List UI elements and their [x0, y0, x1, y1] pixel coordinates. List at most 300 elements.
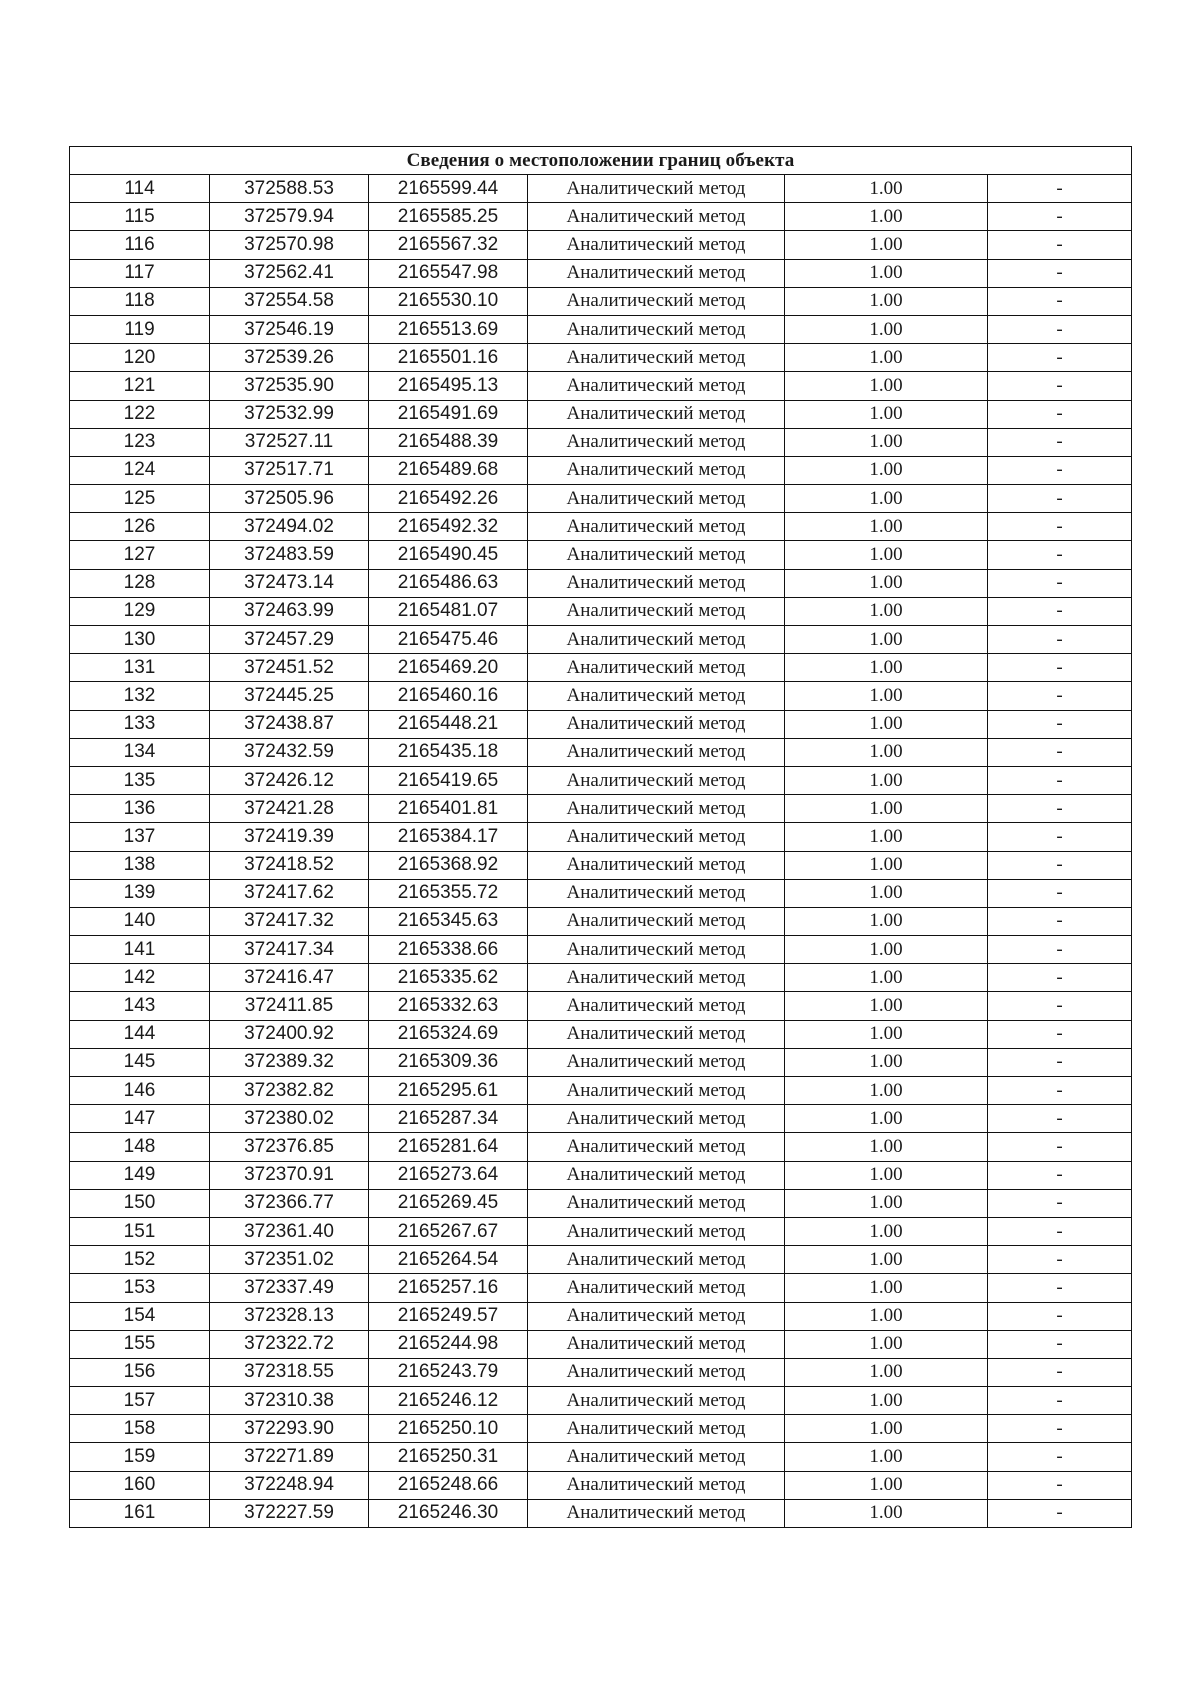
note-cell: -	[988, 795, 1132, 823]
note-cell: -	[988, 372, 1132, 400]
point-number-cell: 156	[70, 1358, 210, 1386]
accuracy-cell: 1.00	[785, 795, 988, 823]
accuracy-cell: 1.00	[785, 400, 988, 428]
method-cell: Аналитический метод	[528, 513, 785, 541]
method-cell: Аналитический метод	[528, 823, 785, 851]
table-row	[70, 541, 1132, 569]
table-row	[70, 231, 1132, 259]
y-coordinate-cell: 2165475.46	[369, 626, 528, 654]
table-row	[70, 344, 1132, 372]
note-cell: -	[988, 344, 1132, 372]
accuracy-cell: 1.00	[785, 231, 988, 259]
accuracy-cell: 1.00	[785, 682, 988, 710]
point-number-cell: 150	[70, 1189, 210, 1217]
point-number-cell: 136	[70, 795, 210, 823]
point-number-cell: 148	[70, 1133, 210, 1161]
point-number-cell: 158	[70, 1415, 210, 1443]
method-cell: Аналитический метод	[528, 541, 785, 569]
y-coordinate-cell: 2165281.64	[369, 1133, 528, 1161]
note-cell: -	[988, 710, 1132, 738]
note-cell: -	[988, 851, 1132, 879]
method-cell: Аналитический метод	[528, 1217, 785, 1245]
accuracy-cell: 1.00	[785, 879, 988, 907]
table-row	[70, 1330, 1132, 1358]
method-cell: Аналитический метод	[528, 879, 785, 907]
table-row	[70, 1387, 1132, 1415]
table-row	[70, 1443, 1132, 1471]
x-coordinate-cell: 372473.14	[210, 569, 369, 597]
y-coordinate-cell: 2165267.67	[369, 1217, 528, 1245]
y-coordinate-cell: 2165250.10	[369, 1415, 528, 1443]
note-cell: -	[988, 1499, 1132, 1527]
accuracy-cell: 1.00	[785, 1358, 988, 1386]
point-number-cell: 157	[70, 1387, 210, 1415]
note-cell: -	[988, 1189, 1132, 1217]
y-coordinate-cell: 2165355.72	[369, 879, 528, 907]
point-number-cell: 120	[70, 344, 210, 372]
point-number-cell: 139	[70, 879, 210, 907]
point-number-cell: 152	[70, 1246, 210, 1274]
accuracy-cell: 1.00	[785, 823, 988, 851]
x-coordinate-cell: 372457.29	[210, 626, 369, 654]
point-number-cell: 144	[70, 1020, 210, 1048]
note-cell: -	[988, 569, 1132, 597]
x-coordinate-cell: 372588.53	[210, 175, 369, 203]
x-coordinate-cell: 372546.19	[210, 315, 369, 343]
table-row	[70, 485, 1132, 513]
table-body	[70, 175, 1132, 1528]
y-coordinate-cell: 2165246.30	[369, 1499, 528, 1527]
y-coordinate-cell: 2165269.45	[369, 1189, 528, 1217]
y-coordinate-cell: 2165264.54	[369, 1246, 528, 1274]
note-cell: -	[988, 1105, 1132, 1133]
accuracy-cell: 1.00	[785, 1077, 988, 1105]
x-coordinate-cell: 372416.47	[210, 964, 369, 992]
note-cell: -	[988, 1330, 1132, 1358]
table-row	[70, 1246, 1132, 1274]
point-number-cell: 159	[70, 1443, 210, 1471]
table-row	[70, 372, 1132, 400]
accuracy-cell: 1.00	[785, 1274, 988, 1302]
y-coordinate-cell: 2165486.63	[369, 569, 528, 597]
method-cell: Аналитический метод	[528, 766, 785, 794]
note-cell: -	[988, 964, 1132, 992]
note-cell: -	[988, 1020, 1132, 1048]
table-row	[70, 400, 1132, 428]
note-cell: -	[988, 1358, 1132, 1386]
accuracy-cell: 1.00	[785, 654, 988, 682]
point-number-cell: 133	[70, 710, 210, 738]
method-cell: Аналитический метод	[528, 936, 785, 964]
x-coordinate-cell: 372293.90	[210, 1415, 369, 1443]
accuracy-cell: 1.00	[785, 541, 988, 569]
table-row	[70, 203, 1132, 231]
note-cell: -	[988, 231, 1132, 259]
method-cell: Аналитический метод	[528, 738, 785, 766]
y-coordinate-cell: 2165419.65	[369, 766, 528, 794]
x-coordinate-cell: 372351.02	[210, 1246, 369, 1274]
accuracy-cell: 1.00	[785, 1471, 988, 1499]
accuracy-cell: 1.00	[785, 315, 988, 343]
x-coordinate-cell: 372419.39	[210, 823, 369, 851]
point-number-cell: 121	[70, 372, 210, 400]
accuracy-cell: 1.00	[785, 1415, 988, 1443]
note-cell: -	[988, 738, 1132, 766]
y-coordinate-cell: 2165295.61	[369, 1077, 528, 1105]
table-row	[70, 1020, 1132, 1048]
x-coordinate-cell: 372271.89	[210, 1443, 369, 1471]
point-number-cell: 123	[70, 428, 210, 456]
accuracy-cell: 1.00	[785, 1217, 988, 1245]
note-cell: -	[988, 541, 1132, 569]
point-number-cell: 128	[70, 569, 210, 597]
x-coordinate-cell: 372370.91	[210, 1161, 369, 1189]
method-cell: Аналитический метод	[528, 203, 785, 231]
y-coordinate-cell: 2165495.13	[369, 372, 528, 400]
x-coordinate-cell: 372227.59	[210, 1499, 369, 1527]
table-row	[70, 992, 1132, 1020]
point-number-cell: 141	[70, 936, 210, 964]
method-cell: Аналитический метод	[528, 1499, 785, 1527]
table-row	[70, 682, 1132, 710]
method-cell: Аналитический метод	[528, 1302, 785, 1330]
accuracy-cell: 1.00	[785, 1499, 988, 1527]
accuracy-cell: 1.00	[785, 513, 988, 541]
y-coordinate-cell: 2165481.07	[369, 597, 528, 625]
y-coordinate-cell: 2165435.18	[369, 738, 528, 766]
table-row	[70, 907, 1132, 935]
x-coordinate-cell: 372328.13	[210, 1302, 369, 1330]
table-row	[70, 1302, 1132, 1330]
note-cell: -	[988, 682, 1132, 710]
y-coordinate-cell: 2165345.63	[369, 907, 528, 935]
y-coordinate-cell: 2165384.17	[369, 823, 528, 851]
x-coordinate-cell: 372417.32	[210, 907, 369, 935]
note-cell: -	[988, 1217, 1132, 1245]
method-cell: Аналитический метод	[528, 287, 785, 315]
table-row	[70, 287, 1132, 315]
method-cell: Аналитический метод	[528, 372, 785, 400]
table-row	[70, 513, 1132, 541]
point-number-cell: 155	[70, 1330, 210, 1358]
x-coordinate-cell: 372494.02	[210, 513, 369, 541]
point-number-cell: 145	[70, 1048, 210, 1076]
point-number-cell: 114	[70, 175, 210, 203]
table-row	[70, 710, 1132, 738]
accuracy-cell: 1.00	[785, 1387, 988, 1415]
accuracy-cell: 1.00	[785, 710, 988, 738]
x-coordinate-cell: 372421.28	[210, 795, 369, 823]
y-coordinate-cell: 2165599.44	[369, 175, 528, 203]
method-cell: Аналитический метод	[528, 1330, 785, 1358]
method-cell: Аналитический метод	[528, 710, 785, 738]
method-cell: Аналитический метод	[528, 682, 785, 710]
note-cell: -	[988, 597, 1132, 625]
point-number-cell: 124	[70, 456, 210, 484]
x-coordinate-cell: 372382.82	[210, 1077, 369, 1105]
method-cell: Аналитический метод	[528, 1161, 785, 1189]
method-cell: Аналитический метод	[528, 654, 785, 682]
method-cell: Аналитический метод	[528, 1358, 785, 1386]
note-cell: -	[988, 259, 1132, 287]
table-row	[70, 936, 1132, 964]
point-number-cell: 154	[70, 1302, 210, 1330]
accuracy-cell: 1.00	[785, 766, 988, 794]
table-row	[70, 1274, 1132, 1302]
table-row	[70, 964, 1132, 992]
method-cell: Аналитический метод	[528, 344, 785, 372]
point-number-cell: 147	[70, 1105, 210, 1133]
method-cell: Аналитический метод	[528, 400, 785, 428]
x-coordinate-cell: 372366.77	[210, 1189, 369, 1217]
y-coordinate-cell: 2165287.34	[369, 1105, 528, 1133]
table-row	[70, 1077, 1132, 1105]
point-number-cell: 161	[70, 1499, 210, 1527]
table-row	[70, 879, 1132, 907]
method-cell: Аналитический метод	[528, 597, 785, 625]
y-coordinate-cell: 2165249.57	[369, 1302, 528, 1330]
x-coordinate-cell: 372426.12	[210, 766, 369, 794]
accuracy-cell: 1.00	[785, 1246, 988, 1274]
method-cell: Аналитический метод	[528, 1048, 785, 1076]
x-coordinate-cell: 372562.41	[210, 259, 369, 287]
note-cell: -	[988, 203, 1132, 231]
x-coordinate-cell: 372417.34	[210, 936, 369, 964]
y-coordinate-cell: 2165401.81	[369, 795, 528, 823]
point-number-cell: 142	[70, 964, 210, 992]
accuracy-cell: 1.00	[785, 1443, 988, 1471]
x-coordinate-cell: 372483.59	[210, 541, 369, 569]
method-cell: Аналитический метод	[528, 992, 785, 1020]
note-cell: -	[988, 626, 1132, 654]
note-cell: -	[988, 513, 1132, 541]
method-cell: Аналитический метод	[528, 1471, 785, 1499]
accuracy-cell: 1.00	[785, 1189, 988, 1217]
point-number-cell: 143	[70, 992, 210, 1020]
point-number-cell: 132	[70, 682, 210, 710]
y-coordinate-cell: 2165567.32	[369, 231, 528, 259]
table-row	[70, 766, 1132, 794]
note-cell: -	[988, 992, 1132, 1020]
note-cell: -	[988, 654, 1132, 682]
point-number-cell: 116	[70, 231, 210, 259]
x-coordinate-cell: 372376.85	[210, 1133, 369, 1161]
y-coordinate-cell: 2165530.10	[369, 287, 528, 315]
y-coordinate-cell: 2165448.21	[369, 710, 528, 738]
x-coordinate-cell: 372438.87	[210, 710, 369, 738]
y-coordinate-cell: 2165490.45	[369, 541, 528, 569]
x-coordinate-cell: 372400.92	[210, 1020, 369, 1048]
y-coordinate-cell: 2165492.32	[369, 513, 528, 541]
point-number-cell: 140	[70, 907, 210, 935]
method-cell: Аналитический метод	[528, 315, 785, 343]
y-coordinate-cell: 2165338.66	[369, 936, 528, 964]
note-cell: -	[988, 315, 1132, 343]
point-number-cell: 122	[70, 400, 210, 428]
x-coordinate-cell: 372451.52	[210, 654, 369, 682]
note-cell: -	[988, 1443, 1132, 1471]
x-coordinate-cell: 372554.58	[210, 287, 369, 315]
table-row	[70, 1217, 1132, 1245]
x-coordinate-cell: 372318.55	[210, 1358, 369, 1386]
note-cell: -	[988, 456, 1132, 484]
y-coordinate-cell: 2165309.36	[369, 1048, 528, 1076]
point-number-cell: 134	[70, 738, 210, 766]
method-cell: Аналитический метод	[528, 907, 785, 935]
x-coordinate-cell: 372570.98	[210, 231, 369, 259]
method-cell: Аналитический метод	[528, 626, 785, 654]
x-coordinate-cell: 372310.38	[210, 1387, 369, 1415]
x-coordinate-cell: 372380.02	[210, 1105, 369, 1133]
note-cell: -	[988, 1274, 1132, 1302]
table-row	[70, 259, 1132, 287]
table-row	[70, 569, 1132, 597]
table-row	[70, 738, 1132, 766]
point-number-cell: 126	[70, 513, 210, 541]
x-coordinate-cell: 372337.49	[210, 1274, 369, 1302]
accuracy-cell: 1.00	[785, 485, 988, 513]
x-coordinate-cell: 372535.90	[210, 372, 369, 400]
accuracy-cell: 1.00	[785, 456, 988, 484]
method-cell: Аналитический метод	[528, 851, 785, 879]
table-row	[70, 626, 1132, 654]
point-number-cell: 131	[70, 654, 210, 682]
y-coordinate-cell: 2165513.69	[369, 315, 528, 343]
accuracy-cell: 1.00	[785, 1161, 988, 1189]
y-coordinate-cell: 2165324.69	[369, 1020, 528, 1048]
point-number-cell: 125	[70, 485, 210, 513]
accuracy-cell: 1.00	[785, 936, 988, 964]
y-coordinate-cell: 2165257.16	[369, 1274, 528, 1302]
method-cell: Аналитический метод	[528, 795, 785, 823]
y-coordinate-cell: 2165469.20	[369, 654, 528, 682]
y-coordinate-cell: 2165585.25	[369, 203, 528, 231]
accuracy-cell: 1.00	[785, 597, 988, 625]
note-cell: -	[988, 428, 1132, 456]
note-cell: -	[988, 1387, 1132, 1415]
method-cell: Аналитический метод	[528, 1189, 785, 1217]
y-coordinate-cell: 2165488.39	[369, 428, 528, 456]
method-cell: Аналитический метод	[528, 1274, 785, 1302]
accuracy-cell: 1.00	[785, 1048, 988, 1076]
accuracy-cell: 1.00	[785, 569, 988, 597]
accuracy-cell: 1.00	[785, 1133, 988, 1161]
x-coordinate-cell: 372418.52	[210, 851, 369, 879]
accuracy-cell: 1.00	[785, 851, 988, 879]
x-coordinate-cell: 372505.96	[210, 485, 369, 513]
point-number-cell: 137	[70, 823, 210, 851]
accuracy-cell: 1.00	[785, 344, 988, 372]
note-cell: -	[988, 1161, 1132, 1189]
note-cell: -	[988, 907, 1132, 935]
x-coordinate-cell: 372579.94	[210, 203, 369, 231]
accuracy-cell: 1.00	[785, 964, 988, 992]
y-coordinate-cell: 2165489.68	[369, 456, 528, 484]
table-row	[70, 1499, 1132, 1527]
point-number-cell: 149	[70, 1161, 210, 1189]
y-coordinate-cell: 2165243.79	[369, 1358, 528, 1386]
x-coordinate-cell: 372539.26	[210, 344, 369, 372]
y-coordinate-cell: 2165492.26	[369, 485, 528, 513]
method-cell: Аналитический метод	[528, 456, 785, 484]
y-coordinate-cell: 2165250.31	[369, 1443, 528, 1471]
note-cell: -	[988, 1133, 1132, 1161]
note-cell: -	[988, 766, 1132, 794]
x-coordinate-cell: 372417.62	[210, 879, 369, 907]
method-cell: Аналитический метод	[528, 964, 785, 992]
note-cell: -	[988, 1415, 1132, 1443]
y-coordinate-cell: 2165248.66	[369, 1471, 528, 1499]
point-number-cell: 151	[70, 1217, 210, 1245]
accuracy-cell: 1.00	[785, 203, 988, 231]
point-number-cell: 146	[70, 1077, 210, 1105]
table-row	[70, 1048, 1132, 1076]
point-number-cell: 135	[70, 766, 210, 794]
note-cell: -	[988, 1302, 1132, 1330]
x-coordinate-cell: 372361.40	[210, 1217, 369, 1245]
table-row	[70, 851, 1132, 879]
table-row	[70, 823, 1132, 851]
method-cell: Аналитический метод	[528, 1415, 785, 1443]
accuracy-cell: 1.00	[785, 1020, 988, 1048]
point-number-cell: 119	[70, 315, 210, 343]
table-row	[70, 1415, 1132, 1443]
x-coordinate-cell: 372411.85	[210, 992, 369, 1020]
note-cell: -	[988, 175, 1132, 203]
method-cell: Аналитический метод	[528, 428, 785, 456]
table-row	[70, 175, 1132, 203]
accuracy-cell: 1.00	[785, 372, 988, 400]
table-row	[70, 654, 1132, 682]
y-coordinate-cell: 2165332.63	[369, 992, 528, 1020]
point-number-cell: 129	[70, 597, 210, 625]
method-cell: Аналитический метод	[528, 1387, 785, 1415]
accuracy-cell: 1.00	[785, 907, 988, 935]
accuracy-cell: 1.00	[785, 1302, 988, 1330]
note-cell: -	[988, 485, 1132, 513]
note-cell: -	[988, 1048, 1132, 1076]
note-cell: -	[988, 1246, 1132, 1274]
table-row	[70, 1189, 1132, 1217]
table-row	[70, 428, 1132, 456]
point-number-cell: 118	[70, 287, 210, 315]
method-cell: Аналитический метод	[528, 1246, 785, 1274]
note-cell: -	[988, 879, 1132, 907]
table-row	[70, 315, 1132, 343]
x-coordinate-cell: 372532.99	[210, 400, 369, 428]
table-title-row	[70, 147, 1132, 175]
boundary-coordinates-table	[69, 146, 1132, 1528]
note-cell: -	[988, 400, 1132, 428]
x-coordinate-cell: 372445.25	[210, 682, 369, 710]
method-cell: Аналитический метод	[528, 1105, 785, 1133]
x-coordinate-cell: 372248.94	[210, 1471, 369, 1499]
point-number-cell: 127	[70, 541, 210, 569]
table-row	[70, 597, 1132, 625]
table-row	[70, 1161, 1132, 1189]
x-coordinate-cell: 372432.59	[210, 738, 369, 766]
table-row	[70, 1471, 1132, 1499]
y-coordinate-cell: 2165501.16	[369, 344, 528, 372]
accuracy-cell: 1.00	[785, 259, 988, 287]
accuracy-cell: 1.00	[785, 1330, 988, 1358]
y-coordinate-cell: 2165335.62	[369, 964, 528, 992]
point-number-cell: 115	[70, 203, 210, 231]
table-row	[70, 1105, 1132, 1133]
table-row	[70, 1133, 1132, 1161]
accuracy-cell: 1.00	[785, 175, 988, 203]
method-cell: Аналитический метод	[528, 569, 785, 597]
